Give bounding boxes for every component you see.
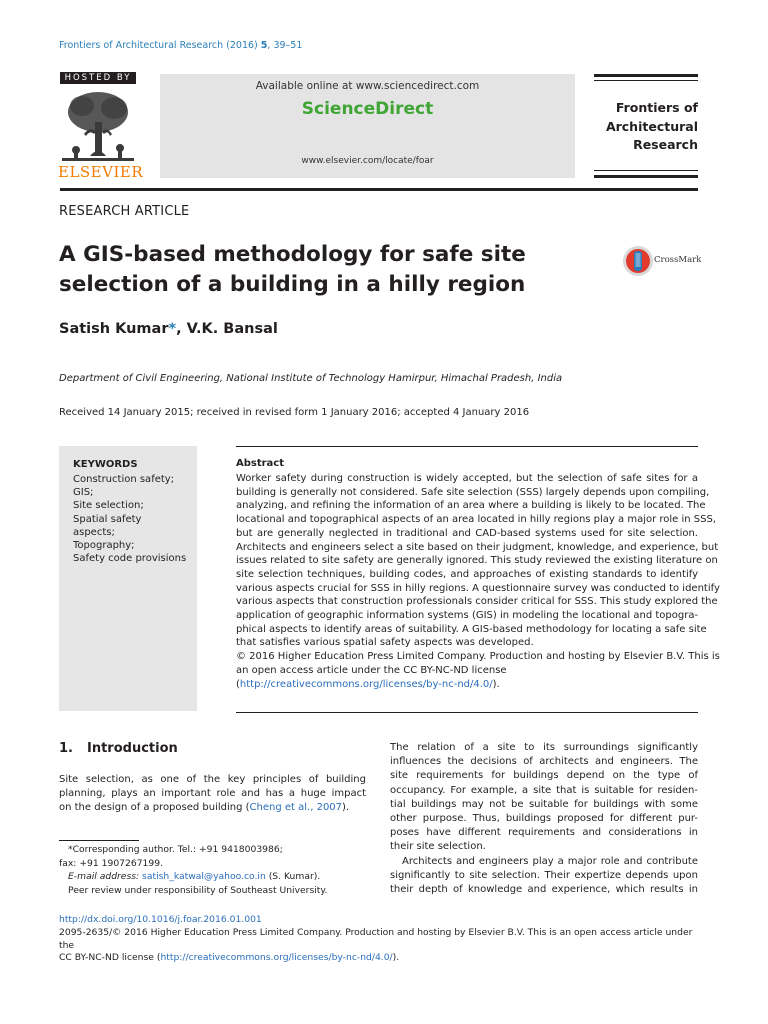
journal-ref-pages: , 39–51 (267, 40, 303, 51)
body-line: poses have different requirements and considerations in (390, 827, 698, 839)
copyright-license-link[interactable]: http://creativecommons.org/licenses/by-nc-nd/4.0/ (160, 952, 393, 963)
affiliation: Department of Civil Engineering, National Institute of Technology Hamirpur, Himachal Pradesh, India (59, 373, 563, 384)
copyright-text: ). (392, 952, 400, 963)
body-line: tial buildings may not be suitable for buildings with some (390, 798, 698, 810)
copyright-notice (59, 927, 699, 965)
left-column-text (59, 773, 366, 816)
hosted-by-label: HOSTED BY (60, 72, 136, 84)
section-title: Introduction (87, 741, 178, 756)
abstract-license-link-line (236, 678, 698, 692)
elsevier-tree-logo-icon (60, 86, 136, 166)
body-line: site requirements for buildings depend on the type of (390, 770, 698, 782)
keyword-item: Construction safety; (73, 474, 175, 485)
abstract-line: locational and topographical aspects of an area located in hilly regions play a major role in SSS, (236, 514, 717, 526)
abstract-line: Architects and engineers select a site based on their judgment, knowledge, and experience, but (236, 541, 719, 553)
abstract-line: phical aspects to identify areas of suitability. A GIS-based methodology for locating a safe site (236, 623, 707, 635)
journal-title-rule-bottom (594, 175, 698, 178)
received-dates: Received 14 January 2015; received in revised form 1 January 2016; accepted 4 January 2016 (59, 407, 530, 418)
footnote-email (59, 870, 366, 884)
footnote-fax: fax: +91 1907267199. (59, 857, 164, 869)
elsevier-wordmark[interactable]: ELSEVIER (58, 163, 144, 181)
body-text: ). (342, 802, 350, 814)
abstract-line: application of geographic information systems (GIS) in modeling the locational and topogra- (236, 610, 699, 622)
abstract-heading: Abstract (236, 458, 285, 469)
journal-ref-prefix: Frontiers of Architectural Research (2016) (59, 40, 258, 51)
abstract-line: site selection techniques, building codes, and approaches of existing standards to identify (236, 568, 698, 580)
copyright-text: CC BY-NC-ND license ( (59, 952, 161, 963)
crossmark-label[interactable]: CrossMark (654, 255, 702, 265)
crossmark-icon[interactable] (622, 245, 654, 277)
corresponding-author-marker[interactable]: * (168, 321, 177, 337)
body-line: Site selection, as one of the key principles of building (59, 774, 366, 785)
email-link[interactable]: satish_katwal@yahoo.co.in (142, 871, 266, 883)
footnote-rule (59, 840, 139, 841)
body-text: on the design of a proposed building ( (59, 802, 250, 814)
keyword-item: Spatial safety (73, 513, 142, 525)
paren-open: ( (236, 678, 240, 690)
abstract-line: various aspects that construction professionals consider critical for SSS. This study explored the (236, 596, 718, 608)
available-online-text: Available online at www.sciencedirect.com (255, 80, 480, 92)
abstract-license-line: an open access article under the CC BY-NC-ND license (236, 664, 507, 676)
abstract-line: building is generally not considered. Safe site selection (SSS) largely depends upon compiling, (236, 486, 710, 498)
header-divider (60, 188, 698, 191)
abstract-line: that satisfies various spatial safety aspects was developed. (236, 637, 534, 649)
journal-title-line: Research (633, 137, 698, 152)
email-suffix: (S. Kumar). (265, 871, 321, 883)
right-column-text (390, 741, 698, 897)
journal-title-line: Architectural (605, 118, 698, 134)
elsevier-url[interactable]: www.elsevier.com/locate/foar (301, 156, 434, 166)
author-name[interactable]: Satish Kumar (59, 321, 169, 337)
journal-title-line: Frontiers of (615, 100, 698, 115)
article-title-line: selection of a building in a hilly region (59, 272, 526, 297)
paren-close: ). (492, 678, 500, 690)
body-line: their site selection. (390, 841, 486, 853)
abstract-body (236, 472, 720, 691)
author-list (59, 321, 278, 337)
body-line: The relation of a site to its surroundings significantly (390, 742, 698, 753)
abstract-line: issues related to site safety are generally ignored. This study reviewed the existing literature on (236, 555, 718, 567)
footnote-corresponding: *Corresponding author. Tel.: +91 9418003986; (68, 844, 283, 855)
body-line: their depth of knowledge and experience, which results in (390, 884, 698, 896)
abstract-rule-bottom (236, 712, 698, 713)
abstract-line: Worker safety during construction is widely accepted, but the selection of safe sites for a (236, 473, 698, 484)
body-line: significantly to site selection. Their expertize depends upon (390, 869, 698, 881)
journal-ref-volume: 5 (260, 40, 268, 51)
body-line: influences the decisions of architects and engineers. The (390, 756, 698, 768)
email-label: E-mail address: (68, 871, 140, 883)
keyword-item: Topography; (73, 540, 135, 552)
keyword-item: Site selection; (73, 500, 144, 512)
journal-title (594, 99, 698, 155)
license-link[interactable]: http://creativecommons.org/licenses/by-nc-nd/4.0/ (239, 678, 493, 690)
journal-title-rule-bottom-thin (594, 170, 698, 171)
keyword-item: Safety code provisions (73, 553, 187, 565)
abstract-rule-top (236, 446, 698, 447)
footnotes (59, 843, 366, 897)
citation-link[interactable]: Cheng et al., 2007 (249, 802, 343, 814)
section-heading (59, 741, 178, 756)
body-line: occupancy. For example, a site that is suitable for residen- (390, 784, 698, 796)
body-line (59, 801, 366, 815)
abstract-license-line: © 2016 Higher Education Press Limited Company. Production and hosting by Elsevier B.V. This is (236, 651, 720, 663)
copyright-line: 2095-2635/© 2016 Higher Education Press Limited Company. Production and hosting by Elsevier B.V. This is an open access article under the (59, 927, 693, 951)
author-name[interactable]: , V.K. Bansal (176, 321, 278, 337)
sciencedirect-logo[interactable]: ScienceDirect (301, 99, 434, 119)
article-title (59, 240, 579, 300)
keyword-item: GIS; (73, 487, 94, 499)
copyright-line (59, 952, 699, 965)
article-type: RESEARCH ARTICLE (59, 204, 190, 219)
abstract-line: analyzing, and refining the information of an area where a building is likely to be located. The (236, 500, 706, 512)
doi-link[interactable]: http://dx.doi.org/10.1016/j.foar.2016.01.001 (59, 914, 262, 925)
keywords-list (73, 473, 195, 565)
article-title-line: A GIS-based methodology for safe site (59, 242, 526, 267)
journal-reference[interactable] (59, 40, 302, 51)
keywords-heading: KEYWORDS (73, 459, 138, 470)
body-line: other purpose. Thus, buildings proposed for different pur- (390, 813, 698, 825)
journal-title-rule-top (594, 74, 698, 77)
body-line: planning, plays an important role and has a huge impact (59, 788, 366, 800)
journal-title-rule-top-thin (594, 80, 698, 81)
section-number: 1. (59, 741, 73, 756)
keyword-item: aspects; (73, 526, 115, 538)
body-line: Architects and engineers play a major role and contribute (402, 855, 698, 867)
footnote-peer-review: Peer review under responsibility of Southeast University. (68, 884, 328, 896)
abstract-line: various aspects crucial for SSS in hilly regions. A questionnaire survey was conducted to identify (236, 582, 720, 594)
abstract-line: but are generally neglected in traditional and CAD-based systems used for site selection. (236, 527, 698, 539)
